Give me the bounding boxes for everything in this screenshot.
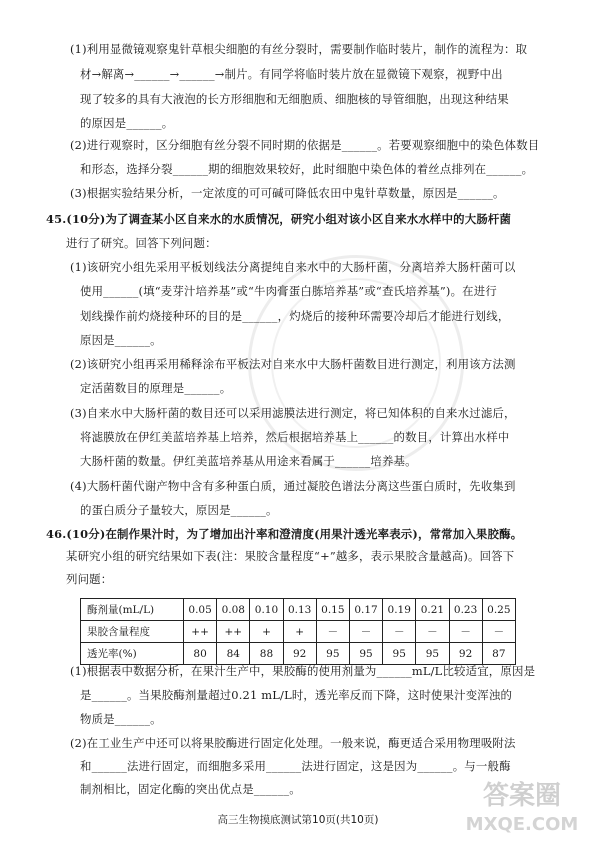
- q45-3-line1: (3)自来水中大肠杆菌的数目还可以采用滤膜法进行测定，将已知体积的自来水过滤后，: [70, 406, 516, 420]
- table-cell: －: [316, 621, 349, 643]
- table-cell: 88: [250, 643, 283, 665]
- table-cell: +: [250, 621, 283, 643]
- table-cell: 87: [482, 643, 515, 665]
- q46-header-line3: 列问题：: [66, 572, 113, 586]
- q46-1-line1: (1)根据表中数据分析，在果汁生产中，果胶酶的使用剂量为______mL/L比较适宜，原因是: [70, 664, 536, 678]
- table-cell: 95: [416, 643, 449, 665]
- table-cell: 0.17: [349, 599, 382, 621]
- table-cell: －: [449, 621, 482, 643]
- q45-header-line2: 进行了研究。回答下列问题：: [66, 236, 217, 250]
- table-cell: －: [383, 621, 416, 643]
- table-row-label: 透光率(%): [81, 643, 184, 665]
- table-cell: 0.08: [217, 599, 250, 621]
- table-cell: 0.21: [416, 599, 449, 621]
- enzyme-dose-table: [80, 598, 516, 665]
- q45-1-line2: 使用______(填“麦芽汁培养基”或“牛肉膏蛋白胨培养基”或“查氏培养基”)。在进行: [80, 284, 497, 298]
- table-row-label: 酶剂量(mL/L): [81, 599, 184, 621]
- q44-1-line1: (1)利用显微镜观察鬼针草根尖细胞的有丝分裂时，需要制作临时装片，制作的流程为：取: [70, 42, 528, 56]
- table-row: [81, 599, 516, 621]
- q45-1-line4: 原因是______。: [80, 333, 162, 347]
- q46-2-line3: 制剂相比，固定化酶的突出优点是______。: [80, 782, 301, 796]
- q45-3-line2: 将滤膜放在伊红美蓝培养基上培养，然后根据培养基上______的数目，计算出水样中: [80, 430, 510, 444]
- table-cell: 84: [217, 643, 250, 665]
- table-cell: 0.25: [482, 599, 515, 621]
- table-cell: 0.13: [283, 599, 316, 621]
- q44-1-line4: 的原因是______。: [80, 116, 174, 130]
- table-cell: －: [416, 621, 449, 643]
- q45-3-line3: 大肠杆菌的数量。伊红美蓝培养基从用途来看属于______培养基。: [80, 454, 417, 468]
- q45-1-line1: (1)该研究小组先采用平板划线法分离提纯自来水中的大肠杆菌，分离培养大肠杆菌可以: [70, 260, 516, 274]
- table-cell: －: [349, 621, 382, 643]
- q45-1-line3: 划线操作前灼烧接种环的目的是______，灼烧后的接种环需要冷却后才能进行划线，: [80, 309, 510, 323]
- table-cell: 0.15: [316, 599, 349, 621]
- mxqe-logo-watermark: [455, 770, 590, 838]
- table-cell: 0.10: [250, 599, 283, 621]
- page-footer: 高三生物摸底测试第10页(共10页): [217, 814, 379, 826]
- logo-url: MXQE.COM: [465, 814, 579, 835]
- q46-1-line2: 是______。当果胶酶剂量超过0.21 mL/L时，透光率反而下降，这时使果汁变浑浊的: [80, 688, 513, 702]
- table-cell: 92: [283, 643, 316, 665]
- table-cell: 80: [184, 643, 217, 665]
- q44-2-line2: 和形态，选择分裂______期的细胞效果较好，此时细胞中染色体的着丝点排列在______。: [80, 162, 534, 176]
- table-row: [81, 643, 516, 665]
- table-cell: 0.05: [184, 599, 217, 621]
- q44-1-line2: 材→解离→______→______→制片。有同学将临时装片放在显微镜下观察，视野中出: [80, 67, 503, 81]
- q45-2-line2: 定活菌数目的原理是______。: [80, 381, 232, 395]
- table-cell: 95: [383, 643, 416, 665]
- q46-2-line2: 和______法进行固定，而细胞多采用______法进行固定，这是因为______。与一般酶: [80, 759, 511, 773]
- logo-text: 答案圈: [482, 781, 562, 811]
- q46-1-line3: 物质是______。: [80, 712, 162, 726]
- q46-header: 46.(10分)在制作果汁时，为了增加出汁率和澄清度(用果汁透光率表示)，常常加入果胶酶。: [46, 527, 523, 541]
- table-cell: 92: [449, 643, 482, 665]
- q44-2-line1: (2)进行观察时，区分细胞有丝分裂不同时期的依据是______。若要观察细胞中的染色体数目: [70, 138, 540, 152]
- table-row-label: 果胶含量程度: [81, 621, 184, 643]
- table-cell: ++: [184, 621, 217, 643]
- q44-3-line1: (3)根据实验结果分析，一定浓度的可可碱可降低农田中鬼针草数量，原因是______。: [70, 186, 505, 200]
- table-cell: ++: [217, 621, 250, 643]
- table-row: [81, 621, 516, 643]
- q44-1-line3: 现了较多的具有大液泡的长方形细胞和无细胞质、细胞核的导管细胞，出现这种结果: [80, 92, 509, 106]
- table-cell: 95: [349, 643, 382, 665]
- table-cell: 95: [316, 643, 349, 665]
- table-cell: －: [482, 621, 515, 643]
- q45-header: 45.(10分)为了调查某小区自来水的水质情况，研究小组对该小区自来水水样中的大肠杆菌: [46, 212, 512, 226]
- table-cell: 0.19: [383, 599, 416, 621]
- table-cell: 0.23: [449, 599, 482, 621]
- q45-4-line1: (4)大肠杆菌代谢产物中含有多种蛋白质，通过凝胶色谱法分离这些蛋白质时，先收集到: [70, 479, 516, 493]
- q45-2-line1: (2)该研究小组再采用稀释涂布平板法对自来水中大肠杆菌数目进行测定，利用该方法测: [70, 357, 516, 371]
- q46-header-line2: 某研究小组的研究结果如下表(注：果胶含量程度“+”越多，表示果胶含量越高)。回答下: [66, 549, 515, 563]
- table-cell: +: [283, 621, 316, 643]
- q46-2-line1: (2)在工业生产中还可以将果胶酶进行固定化处理。一般来说，酶更适合采用物理吸附法: [70, 736, 516, 750]
- q45-4-line2: 的蛋白质分子量较大，原因是______。: [80, 503, 278, 517]
